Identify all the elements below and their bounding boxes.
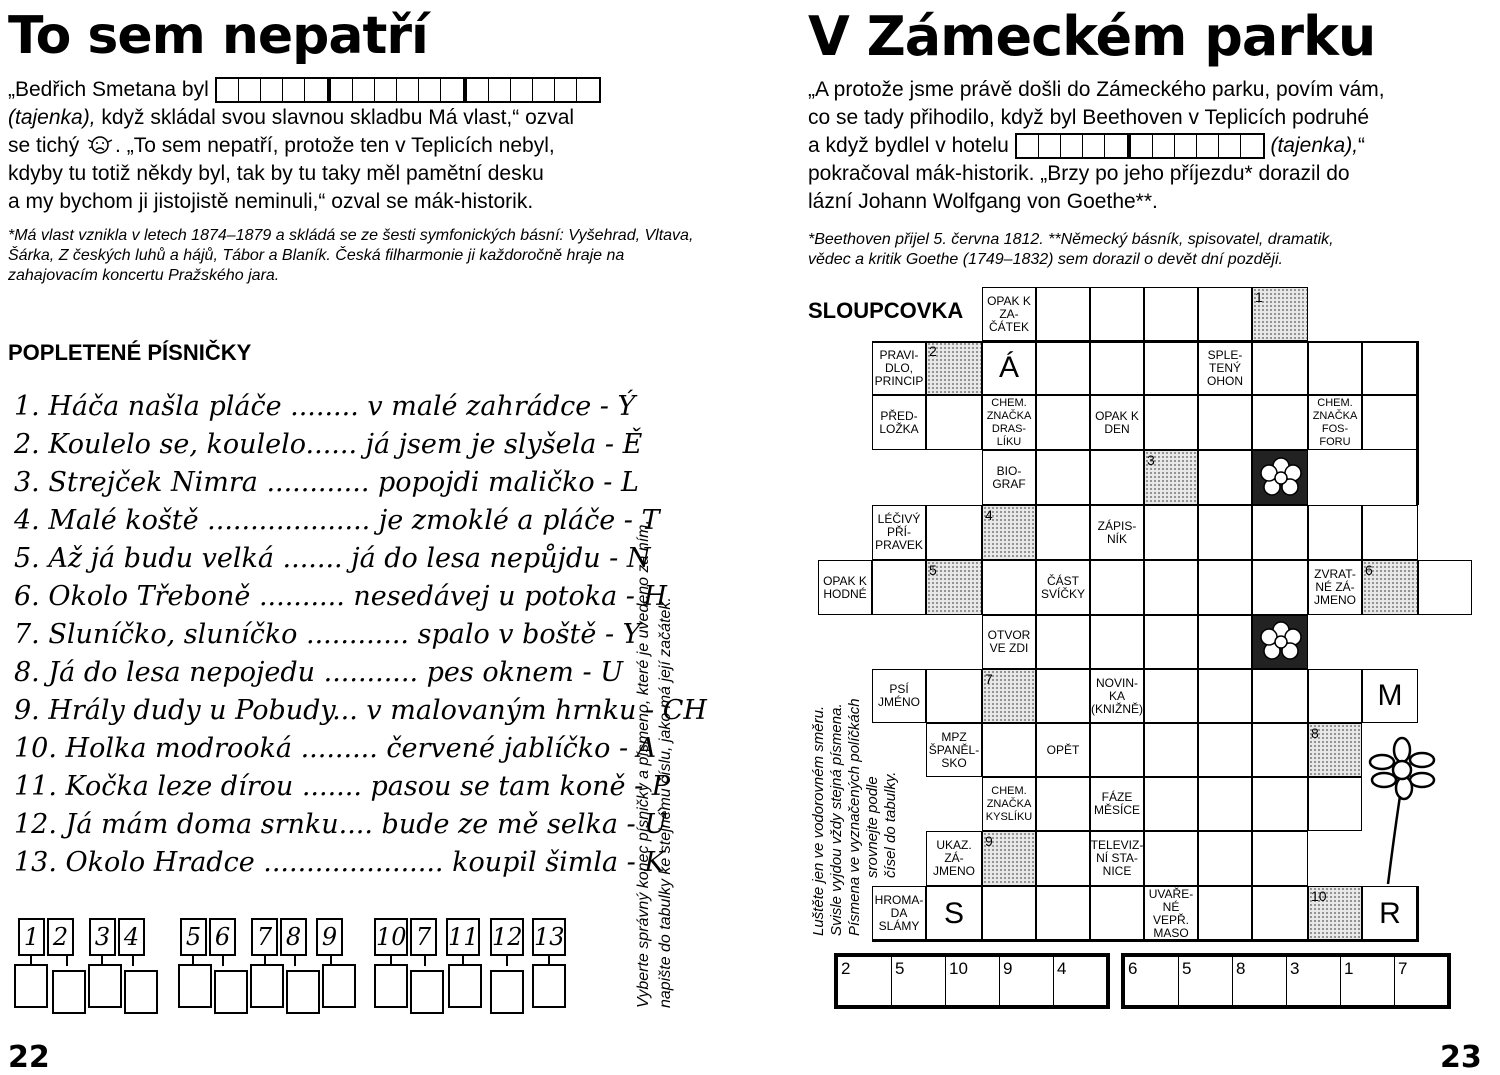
- intro-line-2: když skládal svou slavnou skladbu Má vlast,“ ozval: [95, 106, 575, 129]
- grid-cell[interactable]: [1144, 669, 1198, 723]
- grid-cell[interactable]: [1144, 505, 1198, 560]
- grid-cell[interactable]: [1036, 450, 1090, 505]
- page-number-right: 23: [1440, 1040, 1482, 1075]
- number-box: 10: [374, 918, 408, 956]
- grid-cell[interactable]: [1252, 669, 1308, 723]
- clue-cell: PRAVI- DLO, PRINCIP: [872, 341, 926, 395]
- given-letter-cell: S: [926, 886, 982, 941]
- intro-line-4: kdyby tu totiž někdy byl, tak by tu taky měl pamětní desku: [8, 162, 544, 185]
- cell-number: 5: [929, 562, 937, 578]
- grid-cell[interactable]: [1252, 831, 1308, 886]
- clue-cell: CHEM. ZNAČKA DRAS- LÍKU: [982, 395, 1036, 450]
- clue-cell: ČÁST SVÍČKY: [1036, 560, 1090, 615]
- number-box: 5: [180, 918, 207, 956]
- clue-cell: OPAK K HODNÉ: [818, 560, 872, 615]
- grid-cell[interactable]: [1144, 831, 1198, 886]
- cell-number: 10: [1311, 888, 1327, 904]
- cell-number: 3: [1147, 452, 1155, 468]
- grid-cell[interactable]: [982, 560, 1036, 615]
- song-line-10: 10. Holka modrooká ......... červené jablíčko - A: [14, 733, 657, 764]
- grid-cell[interactable]: [1252, 560, 1308, 615]
- grid-cell[interactable]: [1198, 560, 1252, 615]
- clue-cell: MPZ ŠPANĚL- SKO: [926, 723, 982, 777]
- grid-cell[interactable]: [1036, 886, 1090, 941]
- grid-cell[interactable]: [1362, 395, 1418, 450]
- clue-cell: CHEM. ZNAČKA KYSLÍKU: [982, 777, 1036, 831]
- song-line-5: 5. Až já budu velká ....... já do lesa nepůjdu - N: [14, 543, 651, 574]
- intro-line-3b: . „To sem nepatří, protože ten v Teplicích nebyl,: [115, 134, 555, 157]
- page-number-left: 22: [8, 1040, 50, 1075]
- clue-cell: NOVIN- KA (KNIŽNĚ): [1090, 669, 1144, 723]
- answer-cell[interactable]: 7: [1394, 956, 1448, 1006]
- cell-number: 7: [985, 671, 993, 687]
- song-line-12: 12. Já mám doma srnku.... bude ze mě selka - Ú: [14, 809, 667, 840]
- grid-cell[interactable]: [1252, 723, 1308, 777]
- cell-number: 1: [1255, 289, 1263, 305]
- grid-cell[interactable]: [1418, 560, 1472, 615]
- grid-cell[interactable]: [1090, 450, 1144, 505]
- number-box: 4: [118, 918, 145, 956]
- right-footnote-1: *Beethoven přijel 5. června 1812. **Německý básník, spisovatel, dramatik,: [808, 231, 1334, 248]
- grid-cell[interactable]: [1198, 450, 1252, 505]
- section-heading: POPLETENÉ PÍSNIČKY: [8, 340, 252, 365]
- number-box: 8: [280, 918, 307, 956]
- number-box: 6: [209, 918, 236, 956]
- grid-cell[interactable]: [1198, 886, 1252, 941]
- answer-cell[interactable]: 9: [999, 956, 1054, 1006]
- answer-cell[interactable]: 5: [891, 956, 946, 1006]
- grid-cell[interactable]: [1308, 505, 1362, 560]
- clue-cell: FÁZE MĚSÍCE: [1090, 777, 1144, 831]
- numbered-cell[interactable]: [1144, 450, 1198, 505]
- r-intro-line-3a: a když bydlel v hotelu: [808, 134, 1009, 157]
- clue-cell: TELEVIZ- NÍ STA- NICE: [1090, 831, 1144, 886]
- grid-cell[interactable]: [1144, 560, 1198, 615]
- crossword-instruction-5: čísel do tabulky.: [882, 771, 899, 878]
- grid-cell[interactable]: [1144, 723, 1198, 777]
- flower-icon: [1253, 616, 1309, 670]
- clue-cell: OPĚT: [1036, 723, 1090, 777]
- clue-cell: BIO- GRAF: [982, 450, 1036, 505]
- crossword-instruction-2: Svisle vyjdou vždy stejná písmena.: [828, 703, 845, 936]
- song-line-2: 2. Koulelo se, koulelo...... já jsem je slyšela - Ě: [14, 429, 643, 460]
- clue-cell: OPAK K DEN: [1090, 395, 1144, 450]
- grid-cell[interactable]: [926, 669, 982, 723]
- right-page-title: V Zámeckém parku: [808, 5, 1376, 68]
- cell-number: 4: [985, 507, 993, 523]
- grid-cell[interactable]: [1090, 886, 1144, 941]
- grid-cell[interactable]: [1198, 723, 1252, 777]
- grid-cell[interactable]: [1198, 287, 1252, 341]
- number-box: 7: [410, 918, 437, 956]
- grid-cell[interactable]: [1308, 669, 1362, 723]
- song-line-3: 3. Strejček Nimra ............ popojdi maličko - L: [14, 467, 639, 498]
- clue-cell: LÉČIVÝ PŘÍ- PRAVEK: [872, 505, 926, 560]
- grid-cell[interactable]: [982, 886, 1036, 941]
- grid-cell[interactable]: [1252, 777, 1308, 831]
- number-box: 11: [446, 918, 480, 956]
- grid-cell[interactable]: [1036, 669, 1090, 723]
- clue-cell: PŘED- LOŽKA: [872, 395, 926, 450]
- number-box: 7: [251, 918, 278, 956]
- crossword-instruction-3: Písmena ve vyznačených políčkách: [846, 698, 863, 936]
- grid-cell[interactable]: [1252, 886, 1308, 941]
- grid-cell[interactable]: [1144, 395, 1198, 450]
- clue-cell: SPLE- TENÝ OHON: [1198, 341, 1252, 395]
- intro-line-5: a my bychom ji jistojistě neminuli,“ ozval se mák-historik.: [8, 190, 534, 213]
- cell-number: 8: [1311, 725, 1319, 741]
- number-box: 12: [490, 918, 524, 956]
- given-letter-cell: Á: [982, 341, 1036, 395]
- answer-cell[interactable]: 10: [945, 956, 1000, 1006]
- side-instruction-2: napište do tabulky ke stejnému číslu, jako má její začátek.: [657, 597, 674, 1008]
- grid-cell[interactable]: [1198, 395, 1252, 450]
- intro-line-3a: se tichý: [8, 134, 86, 157]
- grid-cell[interactable]: [1090, 560, 1144, 615]
- grid-cell[interactable]: [1252, 395, 1308, 450]
- grid-cell[interactable]: [1252, 341, 1308, 395]
- grid-cell[interactable]: [1090, 723, 1144, 777]
- cell-number: 2: [929, 343, 937, 359]
- answer-cell[interactable]: 6: [1124, 956, 1179, 1006]
- hotel-tajenka-label: (tajenka),: [1270, 134, 1359, 157]
- given-letter-cell: M: [1362, 669, 1418, 723]
- song-line-1: 1. Háča našla pláče ........ v malé zahrádce - Ý: [14, 391, 636, 422]
- song-line-9: 9. Hrály dudy u Pobudy... v malovaným hrnku - CH: [14, 695, 707, 726]
- grid-cell[interactable]: [1198, 777, 1252, 831]
- clue-cell: UKAZ. ZÁ- JMENO: [926, 831, 982, 886]
- grid-cell[interactable]: [982, 723, 1036, 777]
- r-intro-line-5: lázní Johann Wolfgang von Goethe**.: [808, 190, 1158, 213]
- number-box: 1: [18, 918, 45, 956]
- clue-cell: OTVOR VE ZDI: [982, 615, 1036, 669]
- answer-cell[interactable]: 8: [1232, 956, 1287, 1006]
- grid-cell[interactable]: [1090, 615, 1144, 669]
- song-line-11: 11. Kočka leze dírou ....... pasou se tam koně - P: [14, 771, 670, 802]
- grid-cell[interactable]: [1144, 615, 1198, 669]
- clue-cell: HROMA- DA SLÁMY: [872, 886, 926, 941]
- answer-row-left: [834, 953, 1110, 1009]
- grid-cell[interactable]: [1252, 505, 1308, 560]
- grid-cell[interactable]: [1036, 341, 1090, 395]
- grid-cell[interactable]: [1036, 395, 1090, 450]
- numbered-cell[interactable]: [982, 831, 1036, 886]
- song-line-7: 7. Sluníčko, sluníčko ............ spalo v boště - Y: [14, 619, 641, 650]
- grid-cell[interactable]: [1036, 777, 1090, 831]
- crossword-instruction-4: srovnejte podle: [864, 776, 881, 878]
- answer-cell[interactable]: 3: [1286, 956, 1341, 1006]
- crossword-instruction-1: Luštěte jen ve vodorovném směru.: [810, 705, 827, 936]
- answer-row-right: [1121, 953, 1451, 1009]
- song-line-4: 4. Malé koště ................... je zmoklé a pláče - T: [14, 505, 660, 536]
- clue-cell: OPAK K ZA- ČÁTEK: [982, 287, 1036, 341]
- song-line-6: 6. Okolo Třeboně .......... nesedávej u potoka - H: [14, 581, 668, 612]
- numbered-cell[interactable]: [926, 341, 982, 395]
- left-page-title: To sem nepatří: [8, 6, 428, 66]
- clue-cell: ZÁPIS- NÍK: [1090, 505, 1144, 560]
- answer-cell[interactable]: 1: [1340, 956, 1395, 1006]
- number-box: 2: [47, 918, 74, 956]
- grid-cell[interactable]: [1198, 505, 1252, 560]
- puzzle-label: SLOUPCOVKA: [808, 298, 964, 323]
- numbered-cell[interactable]: [1308, 886, 1362, 941]
- grid-cell[interactable]: [1036, 615, 1090, 669]
- grid-cell[interactable]: [1144, 777, 1198, 831]
- grid-cell[interactable]: [926, 395, 982, 450]
- number-box: 3: [89, 918, 116, 956]
- grid-cell[interactable]: [1036, 831, 1090, 886]
- grid-cell[interactable]: [1036, 505, 1090, 560]
- grid-cell[interactable]: [1362, 341, 1418, 395]
- grid-cell[interactable]: [1090, 341, 1144, 395]
- answer-cell[interactable]: 4: [1053, 956, 1107, 1006]
- song-line-13: 13. Okolo Hradce ..................... koupil šimla - K: [14, 847, 665, 878]
- number-box: 13: [532, 918, 566, 956]
- r-intro-line-4: pokračoval mák-historik. „Brzy po jeho příjezdu* dorazil do: [808, 162, 1350, 185]
- grid-cell[interactable]: [1198, 615, 1252, 669]
- side-instruction-1: Vyberte správný konec písničky a písmeno, které je uvedeno za ním,: [635, 520, 652, 1008]
- intro-line-1: „Bedřich Smetana byl: [8, 78, 209, 101]
- clue-cell: UVAŘE- NÉ VEPŘ. MASO: [1144, 886, 1198, 941]
- numbered-cell[interactable]: [1362, 560, 1418, 615]
- flower-icon: [1253, 451, 1309, 506]
- cell-number: 9: [985, 833, 993, 849]
- numbered-cell[interactable]: [982, 669, 1036, 723]
- numbered-cell[interactable]: [1252, 287, 1308, 341]
- clue-cell: PSÍ JMÉNO: [872, 669, 926, 723]
- left-footnote: *Má vlast vznikla v letech 1874–1879 a skládá se ze šesti symfonických básní: Vyšehrad, Vltava, Šárka, Z českých luhů a hájů, Tábor a Blaník. Česká filharmonie ji každoročně hraje na zahajovacím koncertu Pražského jara.: [8, 227, 694, 284]
- answer-cell[interactable]: 5: [1178, 956, 1233, 1006]
- number-box: 9: [316, 918, 343, 956]
- grid-cell[interactable]: [1036, 287, 1090, 341]
- numbered-cell[interactable]: [982, 505, 1036, 560]
- numbered-cell[interactable]: [1308, 723, 1362, 777]
- grid-cell[interactable]: [872, 560, 926, 615]
- given-letter-cell: R: [1362, 886, 1418, 941]
- quote-mark: “: [1358, 134, 1366, 157]
- grid-cell[interactable]: [1198, 669, 1252, 723]
- decorative-flower-icon: [1364, 736, 1444, 886]
- flower-block: [1252, 615, 1308, 669]
- song-line-8: 8. Já do lesa nepojedu ........... pes oknem - U: [14, 657, 623, 688]
- cell-number: 6: [1365, 562, 1373, 578]
- answer-cell[interactable]: 2: [837, 956, 892, 1006]
- numbered-cell[interactable]: [926, 560, 982, 615]
- r-intro-line-2: co se tady přihodilo, když byl Beethoven v Teplicích podruhé: [808, 106, 1370, 129]
- grid-cell[interactable]: [1144, 287, 1198, 341]
- right-footnote-2: vědec a kritik Goethe (1749–1832) sem dorazil o devět dní později.: [808, 251, 1283, 268]
- r-intro-line-1: „A protože jsme právě došli do Zámeckého parku, povím vám,: [808, 78, 1385, 101]
- clue-cell: ZVRAT- NÉ ZÁ- JMENO: [1308, 560, 1362, 615]
- flower-block: [1252, 450, 1308, 505]
- grid-cell[interactable]: [1198, 831, 1252, 886]
- grid-cell[interactable]: [1308, 777, 1362, 831]
- grid-cell[interactable]: [1090, 287, 1144, 341]
- clue-cell: CHEM. ZNAČKA FOS- FORU: [1308, 395, 1362, 450]
- grid-cell[interactable]: [1144, 341, 1198, 395]
- tajenka-label: (tajenka),: [8, 106, 96, 129]
- grid-cell[interactable]: [926, 505, 982, 560]
- grid-cell[interactable]: [1308, 341, 1362, 395]
- grid-cell[interactable]: [1362, 505, 1418, 560]
